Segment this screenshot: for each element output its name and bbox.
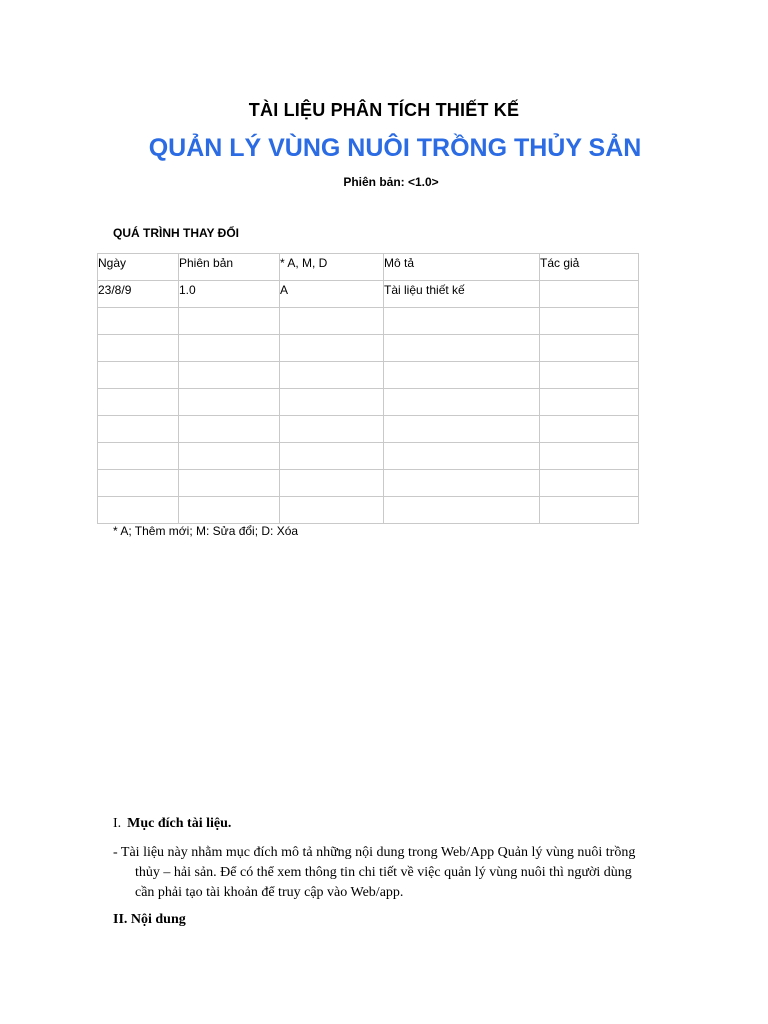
document-title: TÀI LIỆU PHÂN TÍCH THIẾT KẾ xyxy=(248,100,520,120)
table-cell xyxy=(540,335,639,362)
table-cell: A xyxy=(280,281,384,308)
table-cell xyxy=(384,470,540,497)
table-cell xyxy=(179,335,280,362)
table-row xyxy=(98,335,639,362)
table-cell xyxy=(179,362,280,389)
document-version: Phiên bản: <1.0> xyxy=(343,175,439,189)
table-cell xyxy=(280,389,384,416)
table-cell xyxy=(98,497,179,524)
table-cell xyxy=(98,335,179,362)
table-cell xyxy=(280,443,384,470)
column-header-author: Tác giả xyxy=(540,254,639,281)
table-cell xyxy=(98,362,179,389)
table-cell: Tài liệu thiết kế xyxy=(384,281,540,308)
history-heading: QUÁ TRÌNH THAY ĐỔI xyxy=(113,226,240,240)
table-cell xyxy=(540,308,639,335)
table-cell xyxy=(540,362,639,389)
section-heading-purpose xyxy=(113,816,231,832)
column-header-description: Mô tả xyxy=(384,254,540,281)
table-cell: 23/8/9 xyxy=(98,281,179,308)
table-cell xyxy=(98,416,179,443)
table-cell xyxy=(540,470,639,497)
table-cell xyxy=(179,416,280,443)
table-cell xyxy=(280,416,384,443)
table-cell xyxy=(179,389,280,416)
paragraph-line-3: cần phải tạo tài khoản để truy cập vào Web/app. xyxy=(135,885,404,900)
table-cell xyxy=(540,416,639,443)
table-cell xyxy=(98,443,179,470)
table-cell xyxy=(384,389,540,416)
column-header-version: Phiên bản xyxy=(179,254,280,281)
table-row xyxy=(98,308,639,335)
table-row xyxy=(98,497,639,524)
table-cell xyxy=(98,470,179,497)
table-cell xyxy=(384,308,540,335)
column-header-date: Ngày xyxy=(98,254,179,281)
table-row xyxy=(98,389,639,416)
paragraph-line-2: thủy – hải sản. Để có thể xem thông tin chi tiết về việc quản lý vùng nuôi thì người dùng xyxy=(135,865,632,880)
section-number: I. xyxy=(113,816,122,831)
table-cell xyxy=(98,308,179,335)
table-cell xyxy=(540,281,639,308)
table-cell xyxy=(384,443,540,470)
table-cell: 1.0 xyxy=(179,281,280,308)
change-history-table xyxy=(97,253,639,524)
table-cell xyxy=(280,308,384,335)
table-cell xyxy=(384,497,540,524)
table-cell xyxy=(280,335,384,362)
table-cell xyxy=(98,389,179,416)
document-subtitle: QUẢN LÝ VÙNG NUÔI TRỒNG THỦY SẢN xyxy=(148,134,642,162)
table-cell xyxy=(540,497,639,524)
table-legend: * A; Thêm mới; M: Sửa đổi; D: Xóa xyxy=(113,524,299,538)
table-cell xyxy=(384,335,540,362)
table-header-row xyxy=(98,254,639,281)
table-cell xyxy=(179,443,280,470)
table-cell xyxy=(179,497,280,524)
table-cell xyxy=(179,470,280,497)
table-row xyxy=(98,362,639,389)
section-title: Mục đích tài liệu. xyxy=(127,816,232,831)
table-cell xyxy=(280,470,384,497)
table-cell xyxy=(540,443,639,470)
table-row xyxy=(98,281,639,308)
table-cell xyxy=(384,362,540,389)
column-header-action: * A, M, D xyxy=(280,254,384,281)
table-row xyxy=(98,443,639,470)
purpose-paragraph xyxy=(113,843,683,903)
table-cell xyxy=(280,362,384,389)
table-cell xyxy=(540,389,639,416)
section-heading-content: II. Nội dung xyxy=(113,912,186,927)
paragraph-line-1: - Tài liệu này nhằm mục đích mô tả những nội dung trong Web/App Quản lý vùng nuôi trồng xyxy=(113,845,636,860)
table-cell xyxy=(280,497,384,524)
table-cell xyxy=(179,308,280,335)
table-row xyxy=(98,470,639,497)
table-cell xyxy=(384,416,540,443)
table-row xyxy=(98,416,639,443)
